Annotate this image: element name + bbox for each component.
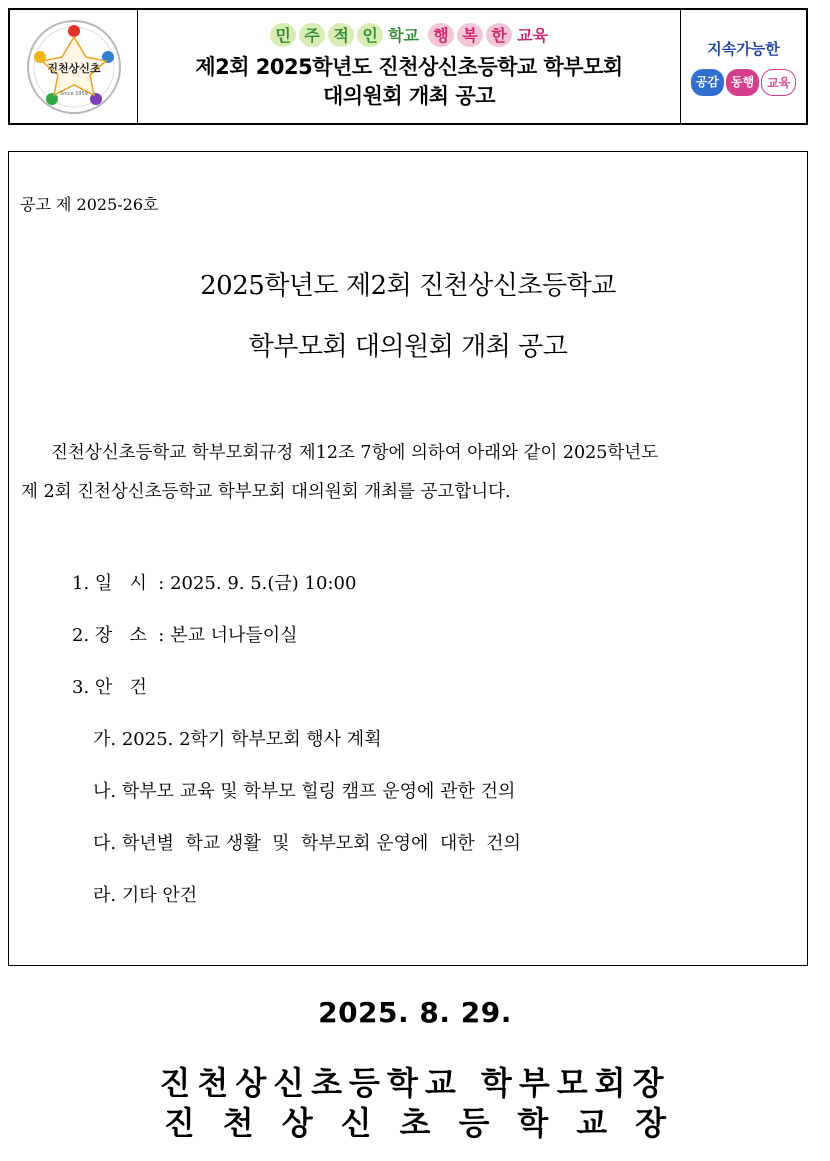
logo-text: 진천상신초	[46, 61, 101, 75]
notice-title-line2: 학부모회 대의원회 개최 공고	[248, 332, 568, 362]
slogan-char: 인	[357, 23, 383, 47]
notice-box	[8, 151, 808, 966]
signer-parents-association: 진천상신초등학교 학부모회장	[159, 1064, 671, 1102]
logo-since: Since 1959	[59, 90, 88, 97]
agenda-item: 나. 학부모 교육 및 학부모 힐링 캠프 운영에 관한 건의	[93, 781, 516, 802]
right-slogan-pills	[691, 69, 797, 96]
right-slogan-top: 지속가능한	[707, 39, 780, 58]
header-title-line2: 대의원회 개최 공고	[323, 83, 495, 108]
sustainable-education-cell	[681, 10, 806, 123]
signer-principal: 진천상신초등학교장	[163, 1104, 695, 1142]
agenda-item: 다. 학년별 학교 생활 및 학부모회 운영에 대한 건의	[93, 833, 521, 854]
slogan-char: 민	[270, 23, 296, 47]
item-agenda-heading: 3. 안 건	[72, 677, 147, 698]
notice-number: 공고 제 2025-26호	[20, 195, 159, 214]
header-title-cell	[138, 10, 681, 123]
notice-title-line1: 2025학년도 제2회 진천상신초등학교	[200, 271, 616, 301]
school-logo-icon	[24, 17, 124, 117]
item-place: 2. 장 소 : 본교 너나들이실	[72, 625, 298, 646]
notice-body	[21, 434, 803, 512]
slogan	[270, 23, 548, 47]
item-datetime: 1. 일 시 : 2025. 9. 5.(금) 10:00	[72, 573, 357, 594]
pill-education: 교육	[761, 69, 796, 96]
slogan-char: 행	[428, 23, 454, 47]
notice-date: 2025. 8. 29.	[318, 996, 512, 1029]
header-box	[8, 8, 808, 125]
agenda-item: 라. 기타 안건	[93, 885, 198, 906]
slogan-char: 적	[328, 23, 354, 47]
slogan-suffix: 교육	[517, 26, 548, 45]
pill-together: 동행	[726, 69, 759, 96]
notice-body-line1: 진천상신초등학교 학부모회규정 제12조 7항에 의하여 아래와 같이 2025학년도	[51, 443, 659, 463]
notice-body-line2: 제 2회 진천상신초등학교 학부모회 대의원회 개최를 공고합니다.	[21, 482, 511, 502]
agenda-item: 가. 2025. 2학기 학부모회 행사 계획	[93, 729, 382, 750]
slogan-char: 복	[457, 23, 483, 47]
slogan-char: 주	[299, 23, 325, 47]
header-title-line1: 제2회 2025학년도 진천상신초등학교 학부모회	[195, 54, 623, 79]
slogan-char: 한	[486, 23, 512, 47]
school-logo-cell	[10, 10, 138, 123]
slogan-suffix: 학교	[388, 26, 419, 45]
pill-empathy: 공감	[691, 69, 724, 96]
